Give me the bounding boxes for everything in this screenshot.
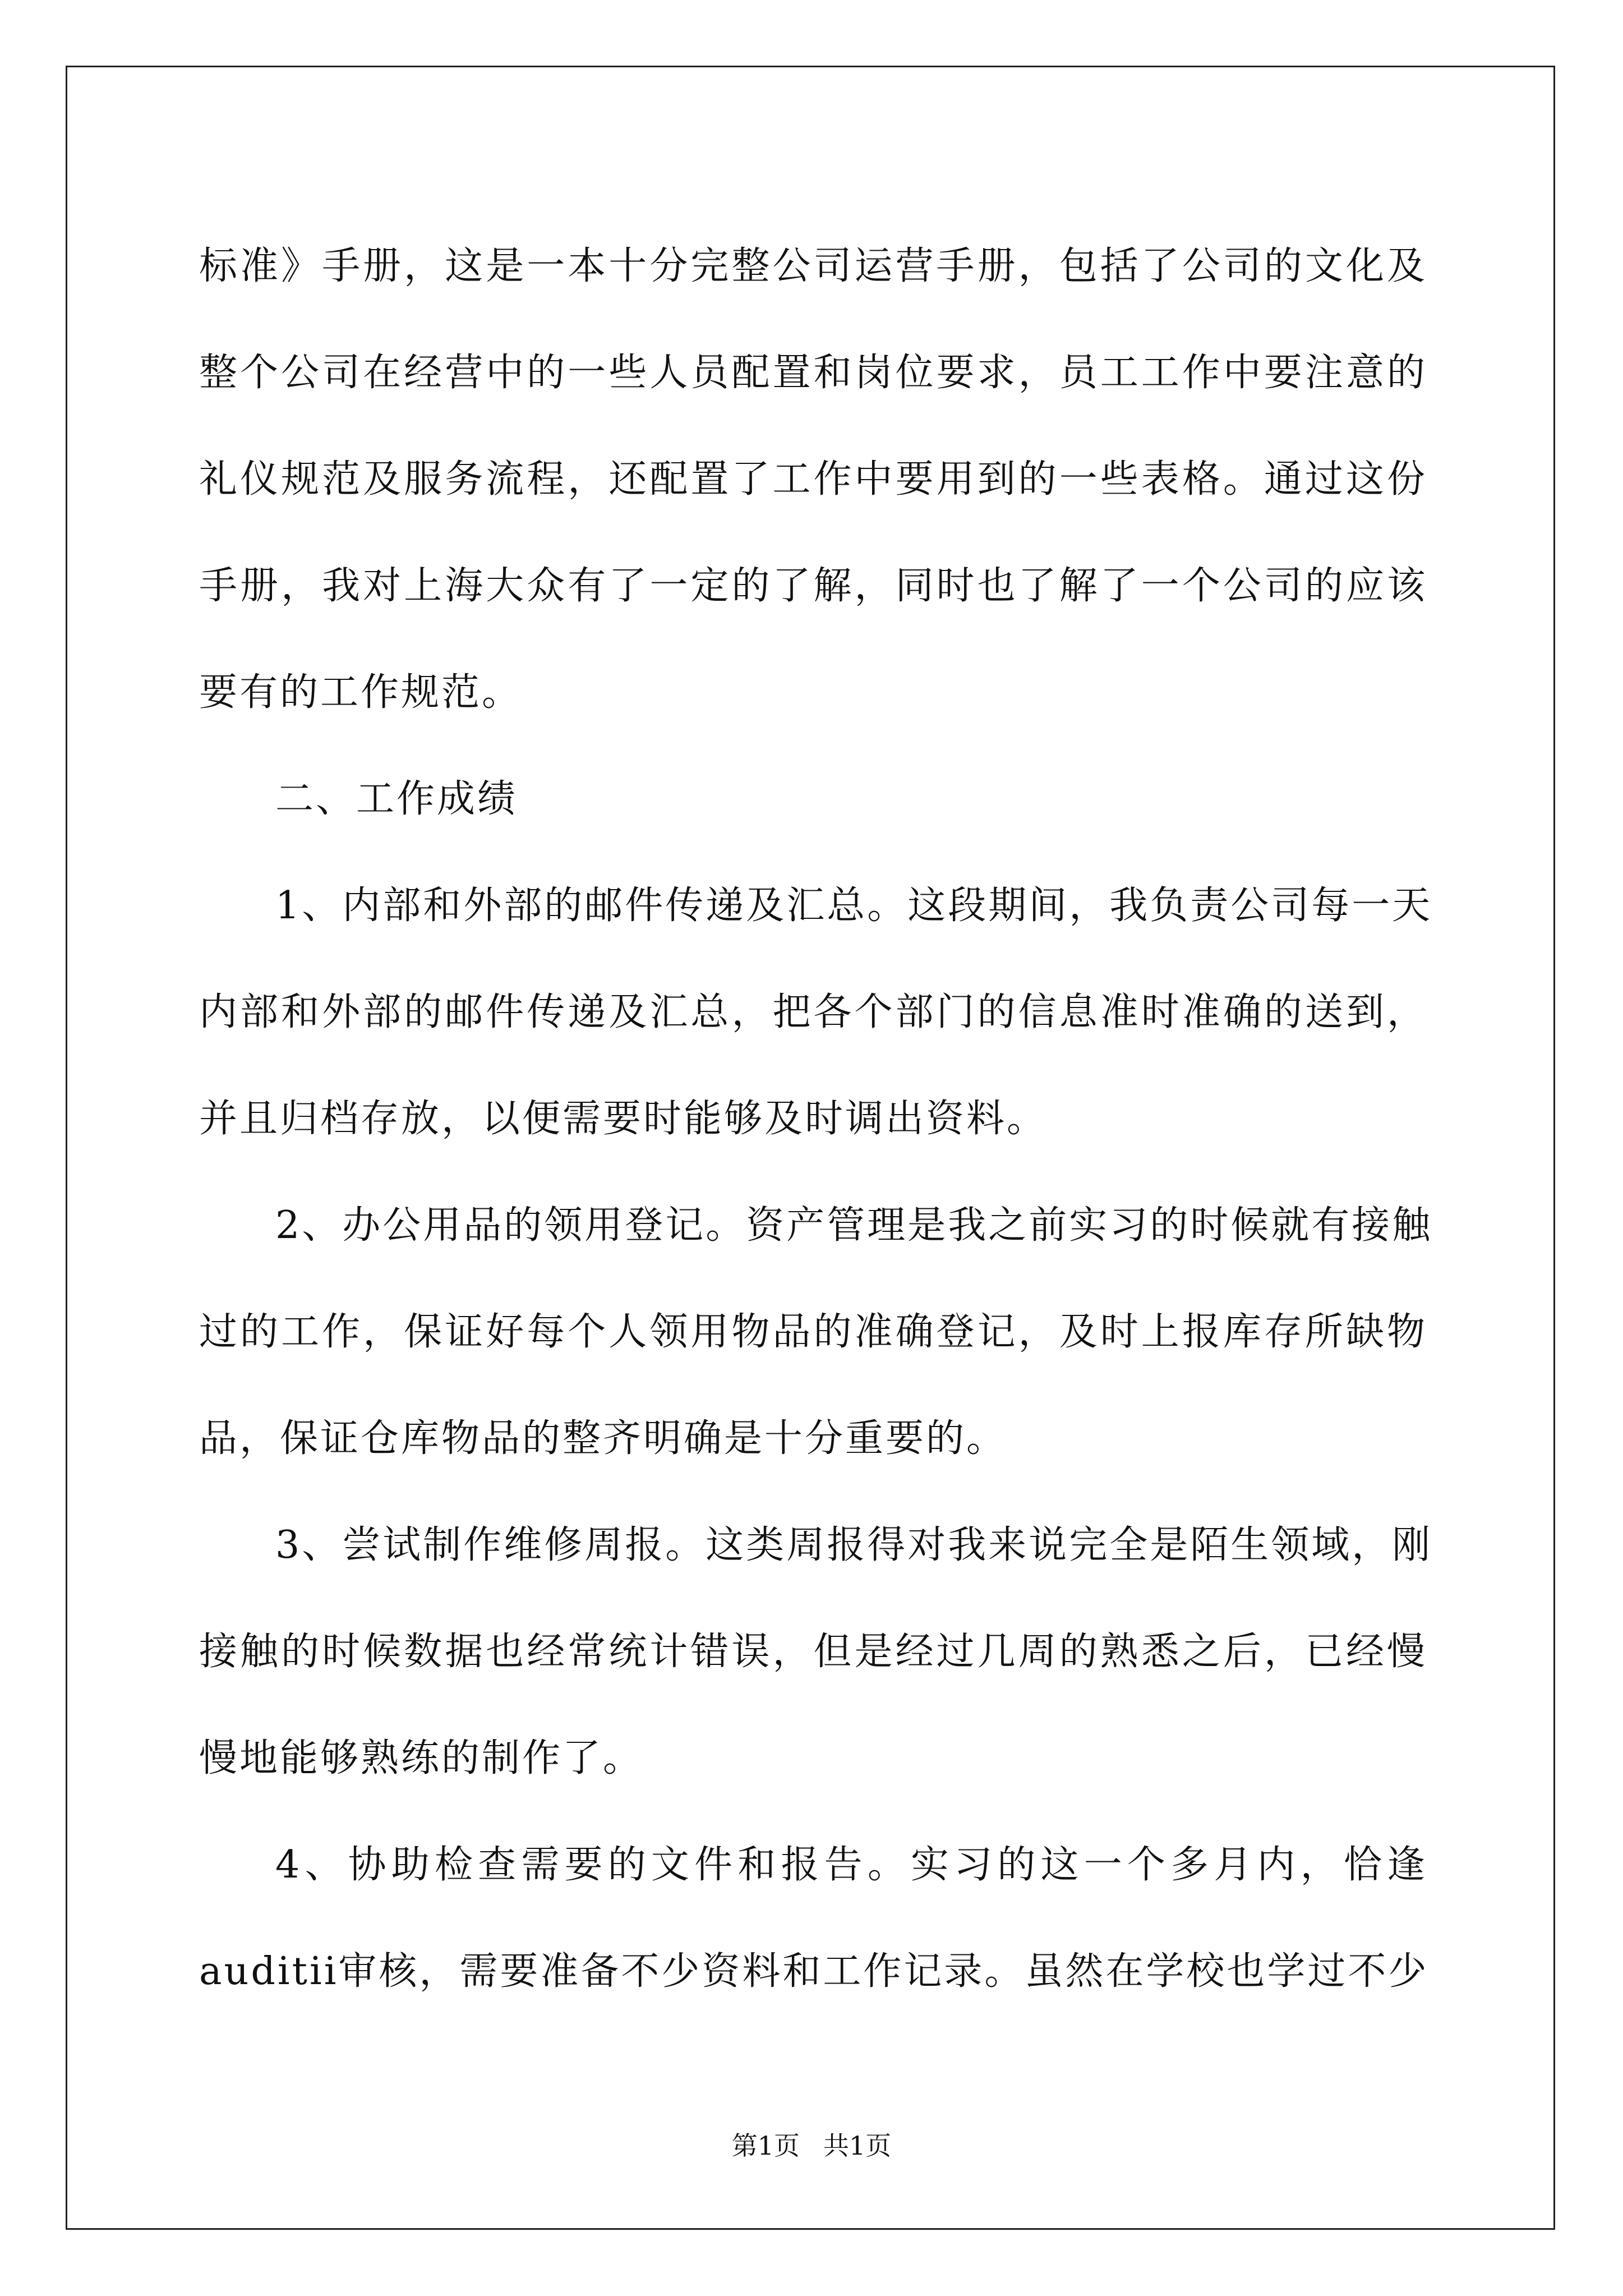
page-footer <box>0 2129 1623 2162</box>
text-line: 品，保证仓库物品的整齐明确是十分重要的。 <box>199 1416 1007 1461</box>
text-line: 整个公司在经营中的一些人员配置和岗位要求，员工工作中要注意的 <box>199 351 1427 395</box>
page-total: 共1页 <box>823 2131 892 2161</box>
text-line: 接触的时候数据也经常统计错误，但是经过几周的熟悉之后，已经慢 <box>199 1630 1427 1674</box>
text-line: 3、尝试制作维修周报。这类周报得对我来说完全是陌生领域，刚 <box>275 1523 1433 1567</box>
section-heading: 二、工作成绩 <box>275 777 518 821</box>
text-line: 内部和外部的邮件传递及汇总，把各个部门的信息准时准确的送到， <box>199 990 1427 1034</box>
text-line: 过的工作，保证好每个人领用物品的准确登记，及时上报库存所缺物 <box>199 1310 1427 1354</box>
page-number: 第1页 <box>731 2131 800 2161</box>
text-line: 礼仪规范及服务流程，还配置了工作中要用到的一些表格。通过这份 <box>199 457 1427 501</box>
text-line: 1、内部和外部的邮件传递及汇总。这段期间，我负责公司每一天 <box>275 884 1433 928</box>
text-line: 要有的工作规范。 <box>199 670 523 715</box>
text-line: 并且归档存放，以便需要时能够及时调出资料。 <box>199 1097 1048 1141</box>
text-line: 2、办公用品的领用登记。资产管理是我之前实习的时候就有接触 <box>275 1203 1433 1248</box>
text-line: 慢地能够熟练的制作了。 <box>199 1736 644 1780</box>
text-line: auditii审核，需要准备不少资料和工作记录。虽然在学校也学过不少 <box>199 1949 1429 1994</box>
text-line: 4、协助检查需要的文件和报告。实习的这一个多月内，恰逢 <box>275 1843 1427 1887</box>
text-line: 手册，我对上海大众有了一定的了解，同时也了解了一个公司的应该 <box>199 564 1427 608</box>
document-body <box>199 213 1433 2025</box>
text-line: 标准》手册，这是一本十分完整公司运营手册，包括了公司的文化及 <box>199 244 1427 288</box>
